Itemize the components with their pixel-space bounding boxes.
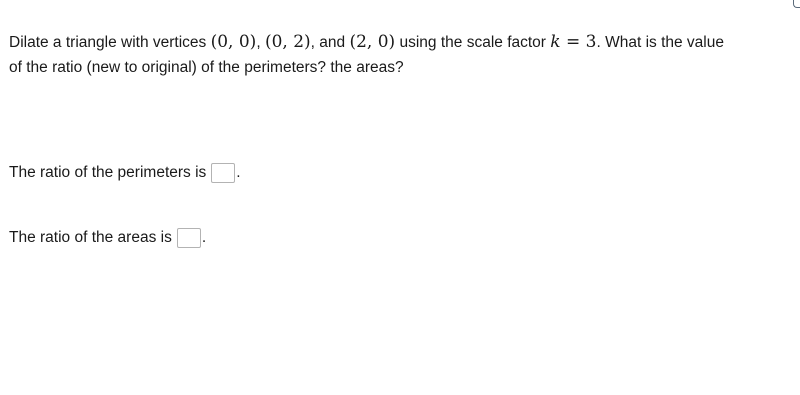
vertex-2: (0, 2) bbox=[264, 32, 311, 52]
period: . bbox=[236, 164, 241, 181]
separator: , bbox=[256, 34, 261, 51]
question-text bbox=[9, 30, 799, 80]
area-answer-row bbox=[9, 228, 206, 248]
scale-factor-variable: k bbox=[550, 32, 561, 52]
question-line-1 bbox=[9, 30, 799, 55]
area-ratio-label: The ratio of the areas is bbox=[9, 229, 172, 246]
question-ending: . What is the value bbox=[596, 34, 724, 51]
question-line-2: of the ratio (new to original) of the perimeters? the areas? bbox=[9, 59, 404, 76]
question-scale-text: using the scale factor bbox=[399, 34, 546, 51]
area-ratio-input[interactable] bbox=[177, 228, 201, 248]
perimeter-ratio-input[interactable] bbox=[211, 163, 235, 183]
question-intro: Dilate a triangle with vertices bbox=[9, 34, 207, 51]
perimeter-answer-row bbox=[9, 163, 241, 183]
scale-factor-value: = 3 bbox=[566, 32, 597, 52]
period: . bbox=[201, 229, 207, 246]
separator: , and bbox=[310, 34, 346, 51]
vertex-3: (2, 0) bbox=[349, 32, 396, 52]
perimeter-ratio-label: The ratio of the perimeters is bbox=[9, 164, 207, 181]
vertex-1: (0, 0) bbox=[210, 32, 257, 52]
corner-bracket-icon bbox=[793, 0, 800, 8]
